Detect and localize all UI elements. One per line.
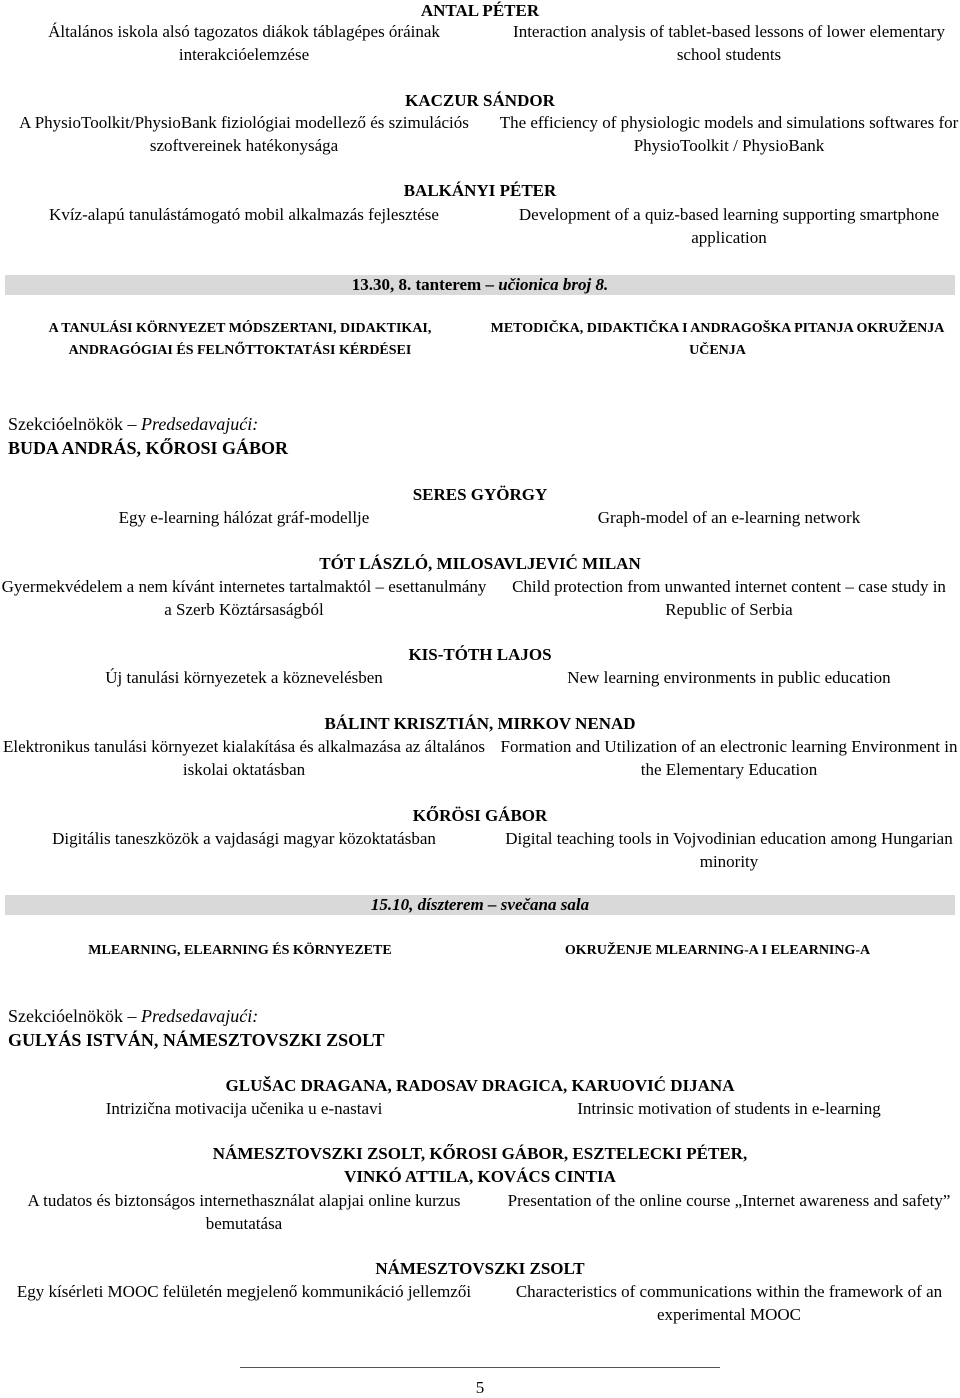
- session-time: 15.10, díszterem – svečana sala: [370, 895, 590, 914]
- session-time-bar: [5, 275, 955, 295]
- entry-author: BÁLINT KRISZTIÁN, MIRKOV NENAD: [324, 714, 636, 733]
- entry-author: BALKÁNYI PÉTER: [403, 181, 557, 200]
- entry-title-en: Digital teaching tools in Vojvodinian education among Hungarian minority: [505, 829, 953, 871]
- entry-author: SERES GYÖRGY: [412, 485, 548, 504]
- entry-title-hu: Egy e-learning hálózat gráf-modellje: [118, 508, 370, 527]
- page-number: 5: [475, 1378, 485, 1397]
- session-time-bar: [5, 895, 955, 915]
- entry-title-hu: Elektronikus tanulási környezet kialakítása és alkalmazása az általános iskolai oktatásban: [3, 737, 485, 779]
- session-time: 13.30, 8. tanterem –: [351, 275, 499, 294]
- entry-title-hu: Gyermekvédelem a nem kívánt internetes tartalmaktól – esettanulmány a Szerb Köztársaságból: [1, 577, 487, 619]
- section-title-sr: OKRUŽENJE MLEARNING-A I ELEARNING-A: [564, 943, 871, 958]
- chairs-names: BUDA ANDRÁS, KŐROSI GÁBOR: [8, 438, 289, 458]
- entry-author: GLUŠAC DRAGANA, RADOSAV DRAGICA, KARUOVIĆ DIJANA: [225, 1076, 735, 1095]
- entry-title-hu: A PhysioToolkit/PhysioBank fiziológiai modellező és szimulációs szoftvereinek hatékonysága: [19, 113, 469, 155]
- section-title-hu: MLEARNING, ELEARNING ÉS KÖRNYEZETE: [88, 943, 392, 958]
- entry-title-en: Intrinsic motivation of students in e-learning: [577, 1099, 881, 1118]
- entry-title-hu: Intrizična motivacija učenika u e-nastavi: [105, 1099, 383, 1118]
- entry-title-hu: Egy kísérleti MOOC felületén megjelenő kommunikáció jellemzői: [16, 1282, 472, 1301]
- entry-author-continued: VINKÓ ATTILA, KOVÁCS CINTIA: [344, 1167, 616, 1186]
- entry-author: ANTAL PÉTER: [420, 1, 540, 20]
- entry-title-en: Formation and Utilization of an electronic learning Environment in the Elementary Education: [500, 737, 958, 779]
- entry-title-en: Characteristics of communications within the framework of an experimental MOOC: [515, 1282, 943, 1324]
- entry-author: NÁMESZTOVSZKI ZSOLT, KŐROSI GÁBOR, ESZTELECKI PÉTER,: [212, 1144, 748, 1163]
- entry-title-en: Development of a quiz-based learning supporting smartphone application: [518, 205, 940, 247]
- entry-title-hu: Kvíz-alapú tanulástámogató mobil alkalmazás fejlesztése: [49, 205, 439, 224]
- entry-title-en: Graph-model of an e-learning network: [597, 508, 861, 527]
- entry-title-en: Interaction analysis of tablet-based lessons of lower elementary school students: [513, 22, 945, 64]
- chairs-label: Szekcióelnökök – Predsedavajući:: [8, 414, 259, 434]
- entry-title-hu: Általános iskola alsó tagozatos diákok táblagépes óráinak interakcióelemzése: [48, 22, 440, 64]
- section-title-sr: METODIČKA, DIDAKTIČKA I ANDRAGOŠKA PITANJA OKRUŽENJA UČENJA: [490, 321, 945, 358]
- entry-author: TÓT LÁSZLÓ, MILOSAVLJEVIĆ MILAN: [319, 554, 641, 573]
- chairs-label: Szekcióelnökök – Predsedavajući:: [8, 1006, 259, 1026]
- footer-divider: [240, 1367, 720, 1368]
- entry-author: KACZUR SÁNDOR: [405, 91, 555, 110]
- entry-title-en: New learning environments in public education: [567, 668, 891, 687]
- entry-author: NÁMESZTOVSZKI ZSOLT: [375, 1259, 585, 1278]
- entry-title-hu: Új tanulási környezetek a köznevelésben: [105, 668, 383, 687]
- entry-title-en: Presentation of the online course „Internet awareness and safety”: [507, 1191, 951, 1210]
- entry-title-hu: A tudatos és biztonságos internethasználat alapjai online kurzus bemutatása: [27, 1191, 461, 1233]
- chairs-names: GULYÁS ISTVÁN, NÁMESZTOVSZKI ZSOLT: [8, 1030, 385, 1050]
- session-room-sr: učionica broj 8.: [498, 275, 609, 294]
- entry-author: KŐRÖSI GÁBOR: [412, 806, 548, 825]
- section-title-hu: A TANULÁSI KÖRNYEZET MÓDSZERTANI, DIDAKTIKAI, ANDRAGÓGIAI ÉS FELNŐTTOKTATÁSI KÉRDÉSEI: [48, 321, 432, 358]
- entry-title-en: The efficiency of physiologic models and simulations softwares for PhysioToolkit / PhysioBank: [499, 113, 959, 155]
- entry-author: KIS-TÓTH LAJOS: [408, 645, 552, 664]
- entry-title-hu: Digitális taneszközök a vajdasági magyar közoktatásban: [52, 829, 436, 848]
- entry-title-en: Child protection from unwanted internet content – case study in Republic of Serbia: [512, 577, 946, 619]
